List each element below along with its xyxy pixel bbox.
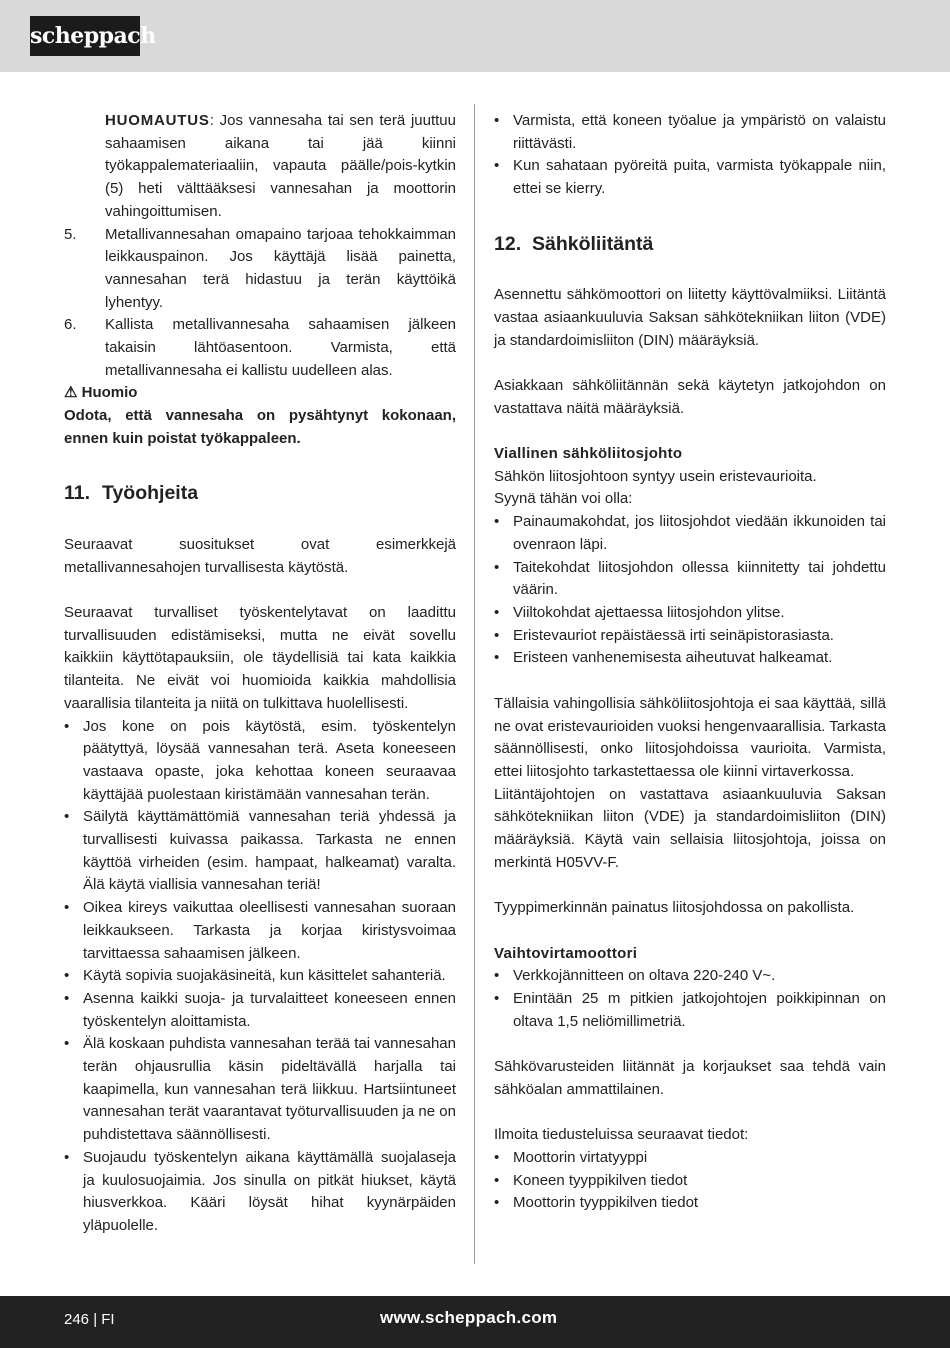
page-number: 246 | FI: [64, 1311, 115, 1328]
list-item: • Säilytä käyttämättömiä vannesahan teriä yhdessä ja turvallisesti kuivassa paikassa. Tarkasta ne ennen käyttöä virheiden (esim. hampaat, halkeamat) varalta. Älä käytä viallisia vannesahan teriä!: [64, 808, 456, 894]
list-item: • Jos kone on pois käytöstä, esim. työskentelyn päätyttyä, löysää vannesahan terä. Aseta koneeseen vastaava opaste, joka kehottaa koneen seuraavaa käyttäjää puolestaan kiristämään vannesahan terän.: [64, 717, 456, 803]
safety-list: [64, 716, 456, 1238]
note-paragraph: [64, 110, 456, 224]
left-column: [64, 110, 456, 1238]
cable-requirements-paragraph: Liitäntäjohtojen on vastattava asiaankuuluvia Saksan sähkötekniikan liiton (VDE) ja standardoimisliiton (DIN) määräyksiä. Käytä vain sellaisia liitosjohtoja, joissa on merkintä H05VV-F.: [494, 785, 886, 871]
list-item: • Viiltokohdat ajettaessa liitosjohdon ylitse.: [494, 604, 785, 621]
list-item: • Kun sahataan pyöreitä puita, varmista työkappale niin, ettei se kierry.: [494, 157, 886, 198]
column-divider: [474, 104, 475, 1264]
inquiry-paragraph: Ilmoita tiedusteluissa seuraavat tiedot:: [494, 1126, 749, 1144]
list-item: • Moottorin tyyppikilven tiedot: [494, 1194, 699, 1212]
ac-motor-heading: Vaihtovirtamoottori: [494, 944, 638, 962]
list-item: • Painaumakohdat, jos liitosjohdot viedään ikkunoiden tai ovenraon läpi.: [494, 513, 886, 553]
intro-paragraph: Seuraavat suositukset ovat esimerkkejä metallivannesahojen turvallisesta käytöstä.: [64, 535, 456, 576]
step-text: Kallista metallivannesaha sahaamisen jälkeen takaisin lähtöasentoon. Varmista, että metallivannesaha ei kallistu uudelleen alas.: [105, 316, 456, 379]
faulty-line: Sähkön liitosjohtoon syntyy usein eristevaurioita.: [494, 467, 817, 485]
step-item: [64, 224, 456, 315]
inquiry-list: [494, 1147, 886, 1215]
step-number: 5.: [64, 225, 77, 243]
ac-motor-list: [494, 965, 886, 1033]
page-header: [0, 0, 950, 72]
page-footer: [0, 1296, 950, 1348]
list-item: • Eristevauriot repäistäessä irti seinäpistorasiasta.: [494, 626, 834, 644]
list-item: • Verkkojännitteen on oltava 220-240 V~.: [494, 967, 776, 985]
step-text: Metallivannesahan omapaino tarjoaa tehokkaimman leikkauspainon. Jos käyttäjä lisää painetta, vannesahan terä hidastuu ja terän käyttöikä lyhentyy.: [105, 225, 456, 311]
list-item: • Varmista, että koneen työalue ja ympäristö on valaistu riittävästi.: [494, 112, 886, 152]
faulty-cable-heading: Viallinen sähköliitosjohto: [494, 445, 683, 463]
step-number: 6.: [64, 316, 77, 334]
list-item: • Taitekohdat liitosjohdon ollessa kiinnitetty tai johdettu väärin.: [494, 558, 886, 599]
customer-connection-paragraph: Asiakkaan sähköliitännän sekä käytetyn jatkojohdon on vastattava näitä määräyksiä.: [494, 376, 886, 417]
list-item: • Käytä sopivia suojakäsineitä, kun käsittelet sahanteriä.: [64, 967, 446, 985]
warning-title: ⚠ Huomio: [64, 384, 138, 402]
list-item: • Oikea kireys vaikuttaa oleellisesti vannesahan suoraan leikkaukseen. Tarkasta ja korjaa kiristysvoimaa tarvittaessa sahaamisen jälkeen.: [64, 899, 456, 962]
right-column: [494, 110, 886, 1215]
step-item: [64, 314, 456, 382]
list-item: • Moottorin virtatyyppi: [494, 1148, 648, 1166]
danger-paragraph: Tällaisia vahingollisia sähköliitosjohtoja ei saa käyttää, sillä ne ovat eristevaurioiden vuoksi hengenvaarallisia. Tarkasta säännöllisesti, onko liitosjohdoissa vaurioita. Varmista, ettei liitosjohto tarkastettaessa ole kiinni virtaverkossa.: [494, 694, 886, 780]
faulty-causes-list: [494, 511, 886, 670]
list-item: • Eristeen vanhenemisesta aiheutuvat halkeamat.: [494, 649, 833, 667]
section-heading-12: 12. Sähköliitäntä: [494, 232, 654, 255]
work-area-list: [494, 110, 886, 201]
section-heading-11: 11. Työohjeita: [64, 482, 199, 505]
safety-paragraph: Seuraavat turvalliset työskentelytavat on laadittu turvallisuuden edistämiseksi, mutta ne eivät sovellu kaikkiin käyttötapauksiin, ole täydellisiä tai kata kaikkia tilanteita. Ne eivät voi huomioida kaikkia mahdollisia vaarallisia tilanteita ja niitä on tulkittava huolellisesti.: [64, 604, 456, 712]
electric-paragraph: Asennettu sähkömoottori on liitetty käyttövalmiiksi. Liitäntä vastaa asiaankuuluvia Saksan sähkötekniikan liiton (VDE) ja standardoimisliiton (DIN) määräyksiä.: [494, 286, 886, 349]
repairs-paragraph: Sähkövarusteiden liitännät ja korjaukset saa tehdä vain sähköalan ammattilainen.: [494, 1058, 886, 1098]
list-item: • Koneen tyyppikilven tiedot: [494, 1171, 688, 1189]
type-marking-paragraph: Tyyppimerkinnän painatus liitosjohdossa on pakollista.: [494, 899, 855, 917]
list-item: • Suojaudu työskentelyn aikana käyttämällä suojalaseja ja kuulosuojaimia. Jos sinulla on pitkät hiukset, käytä hiusverkkoa. Kääri löysät hihat kyynärpäiden yläpuolelle.: [64, 1148, 456, 1234]
list-item: • Älä koskaan puhdista vannesahan terää tai vannesahan terän ohjausrullia käsin pideltävällä harjalla tai kaapimella, kun vannesahan terä liikkuu. Hartsiintuneet vannesahan terät vaarantavat työturvallisuuden ja ne on puhdistettava säännöllisesti.: [64, 1035, 456, 1144]
warning-text: Odota, että vannesaha on pysähtynyt kokonaan, ennen kuin poistat työkappaleen.: [64, 407, 456, 447]
website-url: www.scheppach.com: [380, 1308, 558, 1327]
list-item: • Asenna kaikki suoja- ja turvalaitteet koneeseen ennen työskentelyn aloittamista.: [64, 989, 456, 1030]
list-item: • Enintään 25 m pitkien jatkojohtojen poikkipinnan on oltava 1,5 neliömillimetriä.: [494, 989, 886, 1030]
scheppach-logo: scheppach: [30, 16, 140, 56]
faulty-line: Syynä tähän voi olla:: [494, 490, 633, 508]
note-text: : Jos vannesaha tai sen terä juuttuu sahaamisen aikana tai jää kiinni työkappalemateriaaliin, vapauta päälle/pois-kytkin (5) heti välttääksesi vannesahan ja moottorin vahingoittumisen.: [105, 112, 456, 220]
note-label: HUOMAUTUS: [105, 112, 210, 129]
